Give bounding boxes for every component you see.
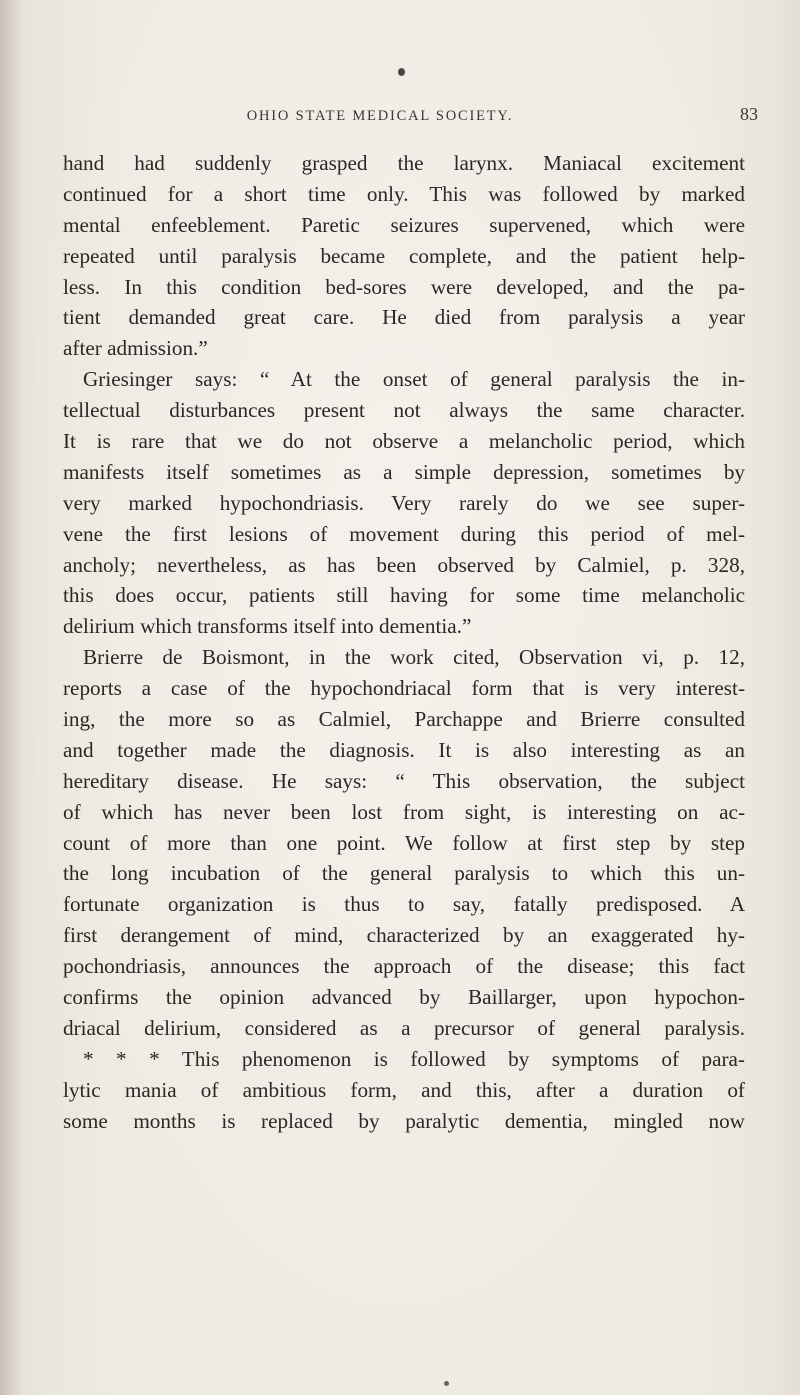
running-title: OHIO STATE MEDICAL SOCIETY. [246,108,514,124]
page-number: 83 [740,104,758,124]
text-line: very marked hypochondriasis. Very rarely do we see super- [63,490,745,515]
text-line: less. In this condition bed-sores were developed, and the pa- [63,274,745,299]
text-line: tellectual disturbances present not always the same character. [63,398,745,423]
text-line: hand had suddenly grasped the larynx. Maniacal excitement [63,151,745,175]
text-line: Griesinger says: “ At the onset of general paralysis the in- [83,367,745,392]
text-line: ancholy; nevertheless, as has been observed by Calmiel, p. 328, [63,552,745,577]
text-line: It is rare that we do not observe a melancholic period, which [63,429,745,454]
text-line: and together made the diagnosis. It is also interesting as an [63,737,745,762]
text-line: delirium which transforms itself into dementia.” [63,614,472,639]
body-text [63,148,745,1137]
ink-speck [444,1381,449,1386]
text-line: the long incubation of the general paralysis to which this un- [63,861,745,886]
text-line: of which has never been lost from sight, is interesting on ac- [63,799,745,824]
text-line: tient demanded great care. He died from paralysis a year [63,305,745,330]
text-line: confirms the opinion advanced by Baillarger, upon hypochon- [63,985,745,1010]
page-gutter-shadow [0,0,22,1395]
text-line: hereditary disease. He says: “ This observation, the subject [63,768,745,793]
text-line: reports a case of the hypochondriacal form that is very interest- [63,676,745,701]
text-line: vene the first lesions of movement during this period of mel- [63,521,745,546]
text-line: after admission.” [63,336,208,361]
text-line: count of more than one point. We follow at first step by step [63,830,745,855]
text-line: pochondriasis, announces the approach of the disease; this fact [63,954,745,979]
text-line: * * * This phenomenon is followed by symptoms of para- [83,1046,745,1071]
text-line: first derangement of mind, characterized by an exaggerated hy- [63,923,745,948]
text-line: ing, the more so as Calmiel, Parchappe and Brierre consulted [63,707,745,732]
text-line: continued for a short time only. This was followed by marked [63,181,745,206]
text-line: driacal delirium, considered as a precursor of general paralysis. [63,1015,745,1040]
text-line: mental enfeeblement. Paretic seizures supervened, which were [63,212,745,237]
ink-dot-mark [398,68,405,76]
text-line: manifests itself sometimes as a simple depression, sometimes by [63,459,745,484]
text-line: repeated until paralysis became complete, and the patient help- [63,243,745,268]
text-line: Brierre de Boismont, in the work cited, Observation vi, p. 12, [83,645,745,670]
text-line: this does occur, patients still having for some time melancholic [63,583,745,608]
text-line: lytic mania of ambitious form, and this, after a duration of [63,1077,745,1102]
text-line: some months is replaced by paralytic dementia, mingled now [63,1108,745,1133]
text-line: fortunate organization is thus to say, fatally predisposed. A [63,892,745,917]
